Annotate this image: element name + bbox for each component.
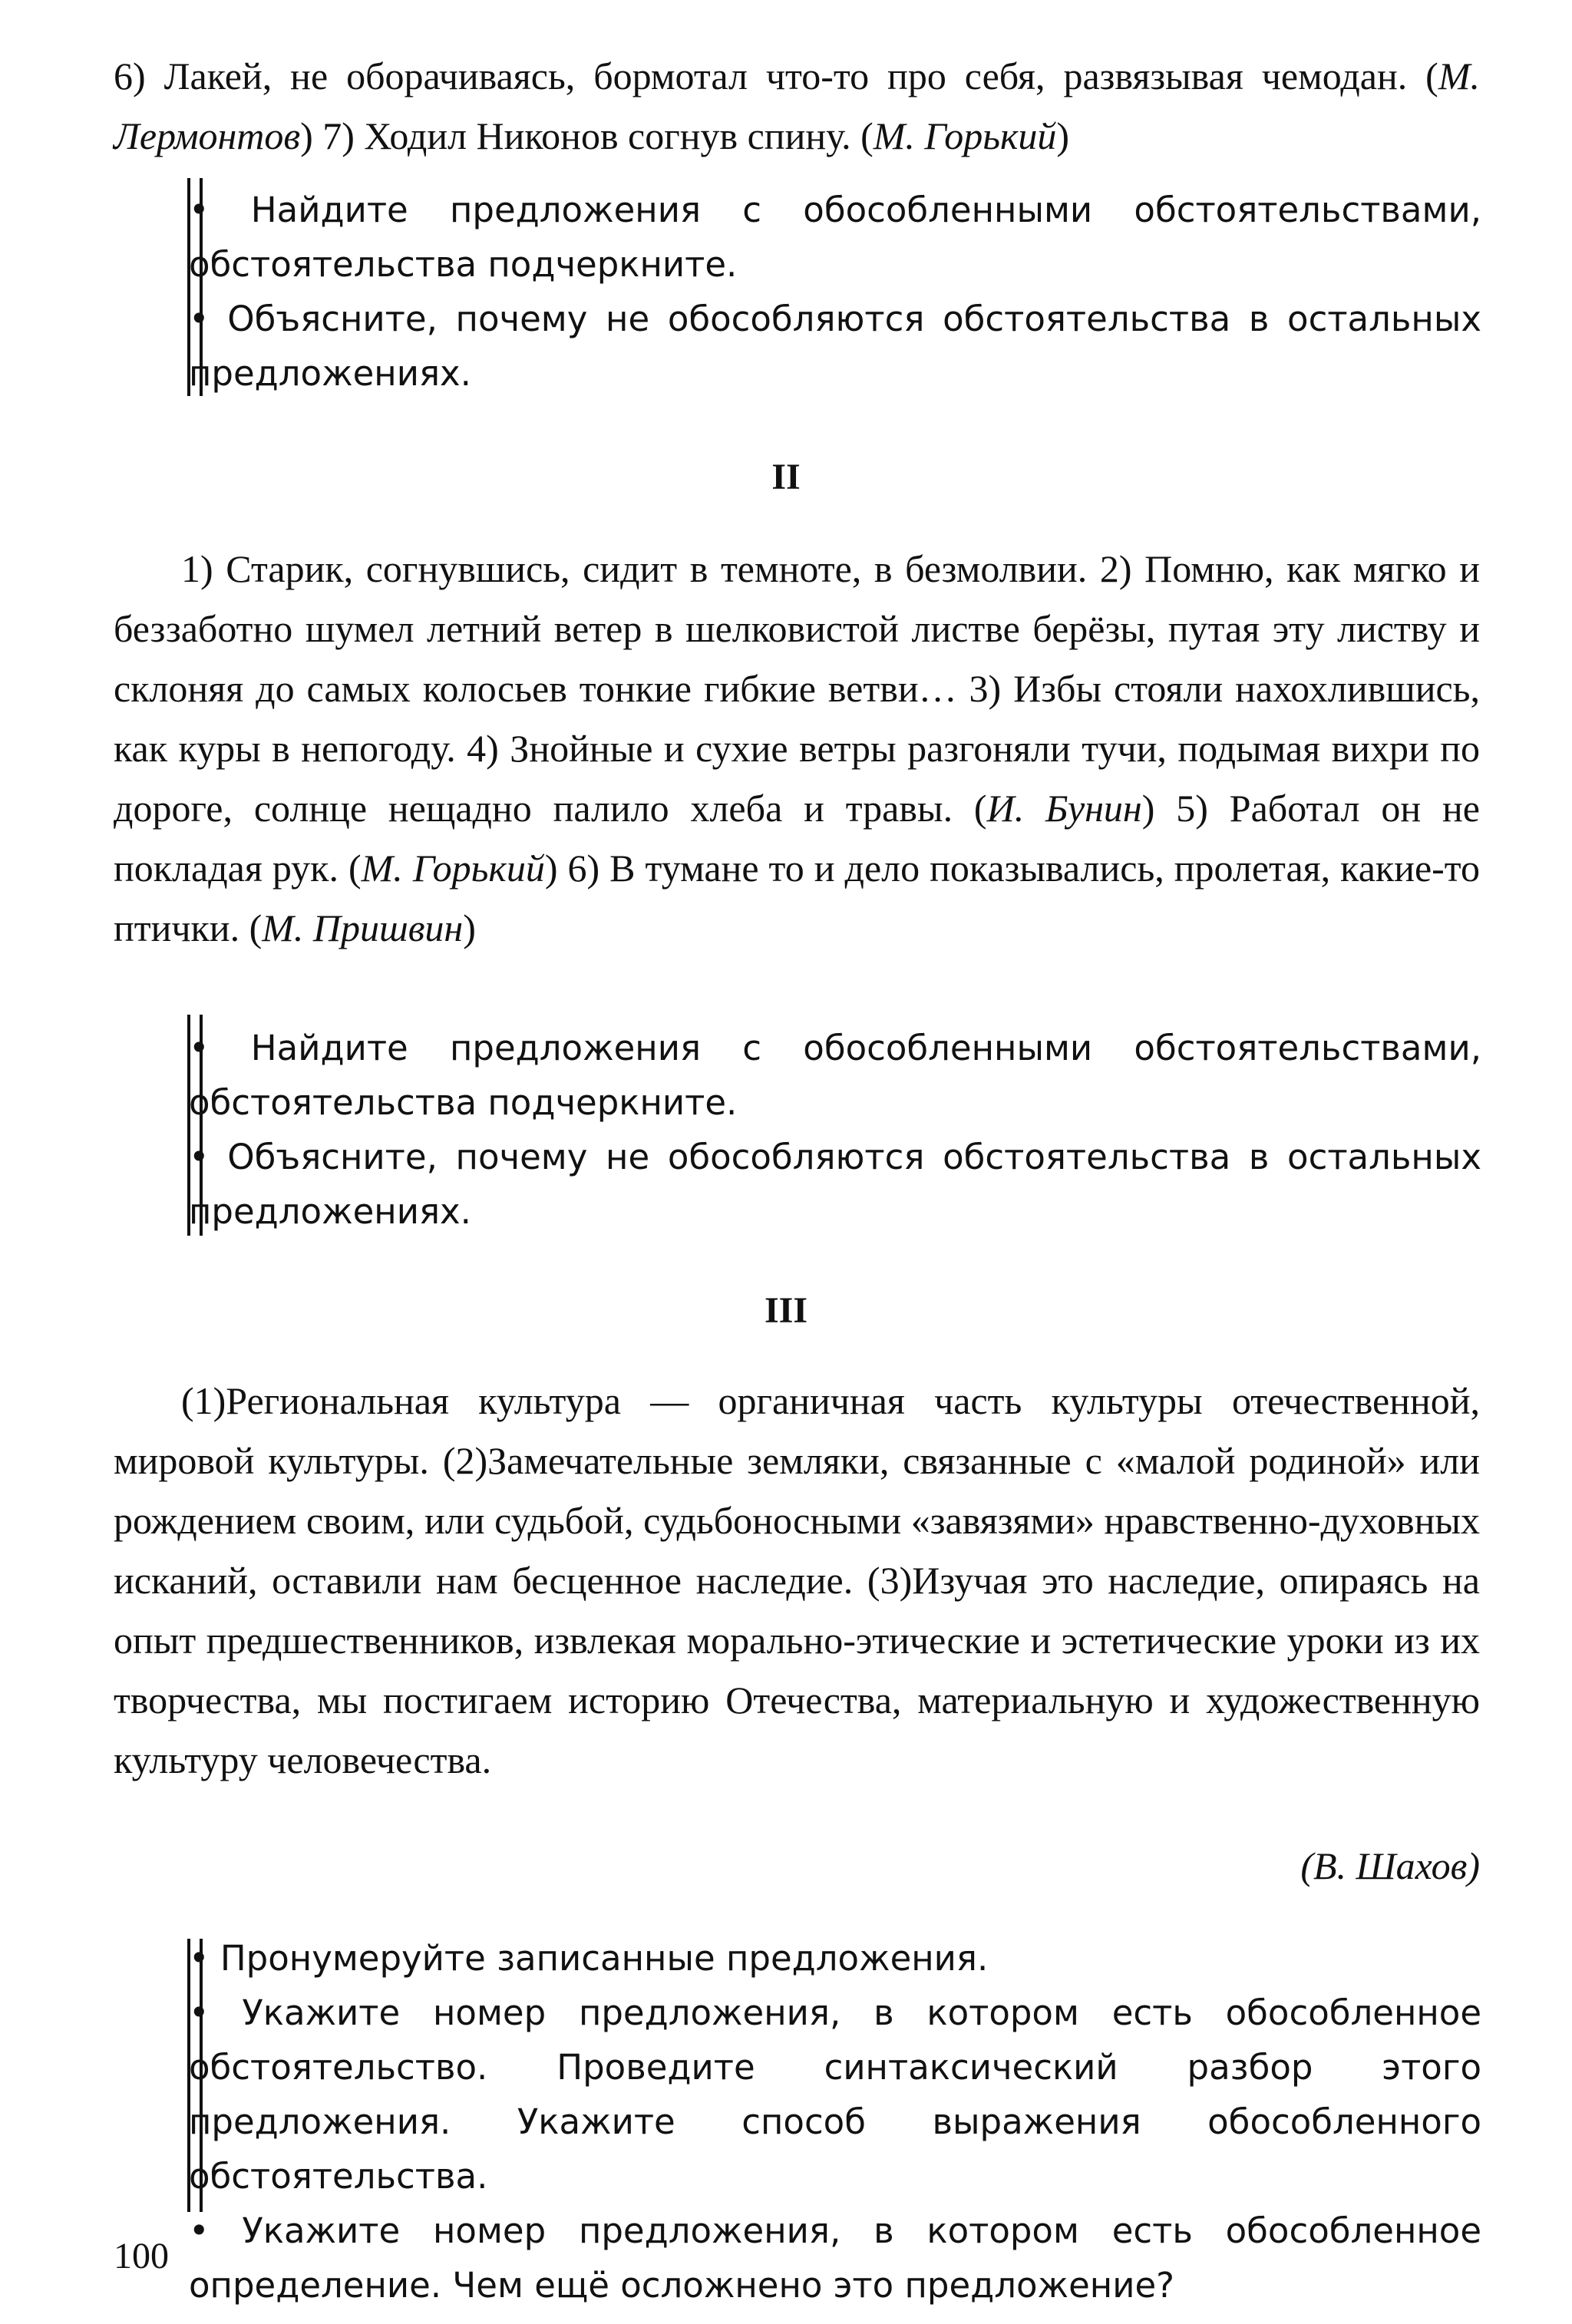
task-item: • Найдите предложения с обособленными обстоятельствами, обстоятельства подчеркните. (189, 190, 1481, 285)
text-part: ) 5) Работал он не покладая рук. ( (114, 787, 1480, 890)
task-item: • Найдите предложения с обособленными обстоятельствами, обстоятельства подчеркните. (189, 1028, 1481, 1123)
text-part: ) 6) В тумане то и дело показывались, пролетая, какие-то птички. ( (114, 847, 1480, 949)
task-item: • Объясните, почему не обособляются обстоятельства в остальных предложениях. (189, 299, 1481, 394)
text-part: 1) Старик, согнувшись, сидит в темноте, в безмолвии. 2) Помню, как мягко и беззаботно шумел летний ветер в шелковистой листве берёзы, путая эту листву и склоняя до самых колосьев тонкие гибкие ветви… 3) Избы стояли нахохлившись, как куры в непогоду. 4) Знойные и сухие ветры разгоняли тучи, подымая вихри по дороге, солнце нещадно палило хлеба и травы. ( (114, 547, 1480, 830)
text-part: ) (463, 906, 476, 949)
author-citation: М. Горький (873, 114, 1057, 157)
text-part: ) (1056, 114, 1070, 157)
exercise-text-2 (114, 539, 1480, 958)
exercise-text-3 (114, 1371, 1480, 1790)
task-block-1 (189, 183, 1481, 401)
section-heading-2: II (771, 457, 801, 497)
text-part: 6) Лакей, не оборачиваясь, бормотал что-то про себя, развязывая чемодан. ( (114, 54, 1438, 97)
page-number: 100 (114, 2236, 169, 2276)
task-item: • Пронумеруйте записанные предложения. (189, 1938, 989, 1979)
task-item: • Объясните, почему не обособляются обстоятельства в остальных предложениях. (189, 1137, 1481, 1232)
paragraph-2 (114, 539, 1480, 958)
author-citation: М. Горький (361, 847, 545, 890)
task-block-3 (189, 1931, 1481, 2312)
text-part: ) 7) Ходил Никонов согнув спину. ( (300, 114, 874, 157)
exercise-text-1 (114, 46, 1480, 166)
paragraph-3: (1)Региональная культура — органичная часть культуры отечественной, мировой культуры. (2)Замечательные земляки, связанные с «малой родиной» или рождением своим, или судьбой, судьбоносными «завязями» нравственно-духовных исканий, оставили нам бесценное наследие. (3)Изучая это наследие, опираясь на опыт предшественников, извлекая морально-этические и эстетические уроки из их творчества, мы постигаем историю Отечества, материальную и художественную культуру человечества. (114, 1379, 1480, 1781)
author-citation: И. Бунин (986, 787, 1142, 830)
paragraph-1 (114, 46, 1480, 166)
task-item: • Укажите номер предложения, в котором есть обособленное обстоятельство. Проведите синтаксический разбор этого предложения. Укажите способ выражения обособленного обстоятельства. (189, 1992, 1481, 2197)
task-item: • Укажите номер предложения, в котором есть обособленное определение. Чем ещё осложнено это предложение? (189, 2210, 1481, 2306)
author-citation: М. Лермонтов (114, 54, 1480, 157)
task-block-2 (189, 1021, 1481, 1239)
source-author: (В. Шахов) (1300, 1844, 1480, 1887)
section-heading-3: III (764, 1290, 808, 1331)
author-citation: М. Пришвин (262, 906, 464, 949)
